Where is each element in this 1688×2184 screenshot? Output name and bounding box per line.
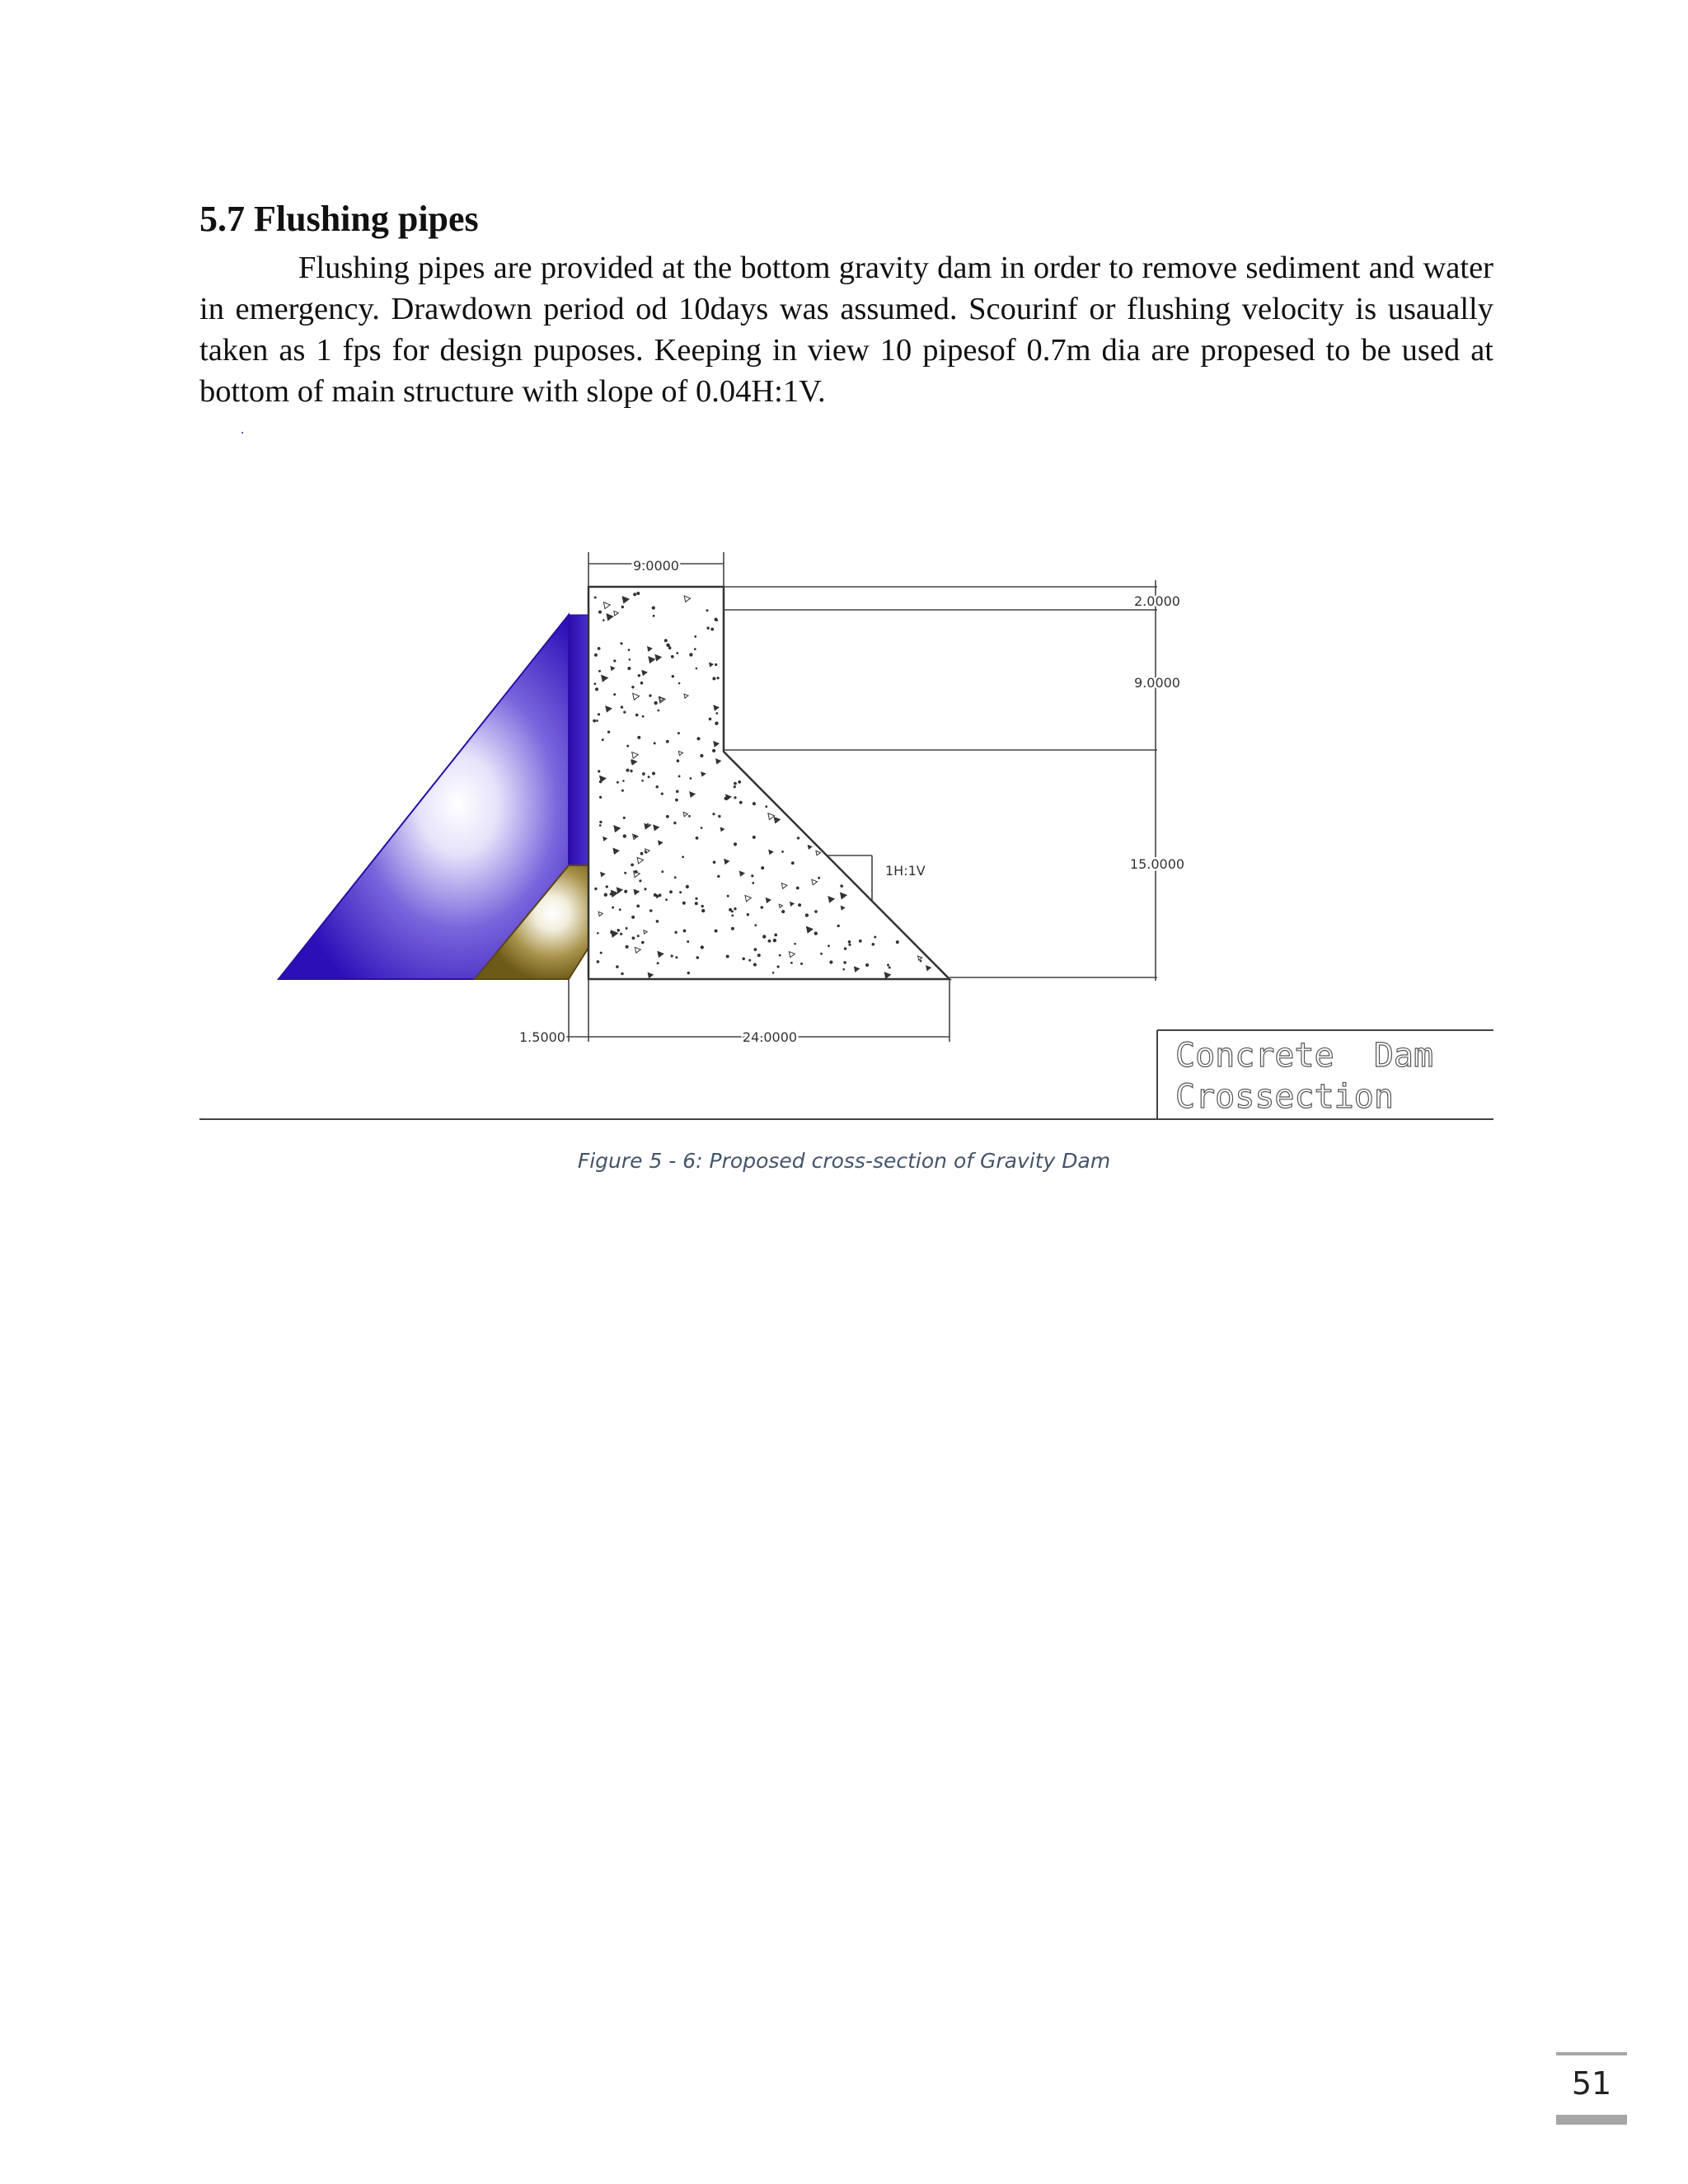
page-number-bottom-rule bbox=[1556, 2115, 1627, 2125]
aggregate-dot bbox=[841, 885, 842, 887]
aggregate-dot bbox=[634, 593, 636, 596]
aggregate-dot bbox=[627, 745, 629, 747]
aggregate-dot bbox=[731, 927, 734, 930]
aggregate-dot bbox=[632, 687, 634, 688]
slope-label: 1H:1V bbox=[885, 863, 926, 879]
aggregate-dot bbox=[866, 963, 869, 966]
aggregate-dot bbox=[625, 872, 626, 874]
aggregate-dot bbox=[594, 654, 597, 656]
aggregate-dot bbox=[715, 722, 718, 724]
aggregate-dot bbox=[920, 960, 921, 962]
aggregate-dot bbox=[654, 743, 655, 744]
aggregate-dot bbox=[888, 964, 889, 966]
aggregate-dot bbox=[701, 946, 703, 949]
aggregate-dot bbox=[715, 930, 717, 932]
aggregate-dot bbox=[621, 643, 622, 644]
aggregate-dot bbox=[671, 655, 673, 658]
aggregate-dot bbox=[796, 887, 799, 889]
aggregate-dot bbox=[597, 961, 599, 963]
aggregate-dot bbox=[600, 796, 602, 798]
aggregate-dot bbox=[626, 945, 628, 948]
aggregate-dot bbox=[844, 962, 846, 964]
aggregate-dot bbox=[598, 648, 600, 650]
aggregate-dot bbox=[694, 649, 696, 650]
reservoir-water-face bbox=[569, 615, 588, 865]
aggregate-dot bbox=[606, 886, 607, 888]
aggregate-dot bbox=[707, 627, 709, 629]
aggregate-dot bbox=[676, 799, 678, 801]
aggregate-dot bbox=[653, 772, 655, 775]
aggregate-dot bbox=[818, 877, 820, 879]
aggregate-dot bbox=[716, 713, 718, 715]
aggregate-dot bbox=[623, 817, 625, 818]
aggregate-dot bbox=[640, 682, 643, 684]
dim-upper-height-label: 9.0000 bbox=[1134, 675, 1180, 691]
aggregate-dot bbox=[717, 677, 719, 679]
aggregate-dot bbox=[726, 955, 729, 958]
aggregate-dot bbox=[734, 797, 736, 799]
aggregate-dot bbox=[631, 770, 632, 771]
aggregate-dot bbox=[713, 813, 715, 815]
aggregate-dot bbox=[695, 902, 697, 905]
aggregate-dot bbox=[678, 776, 680, 777]
aggregate-dot bbox=[621, 972, 623, 974]
aggregate-dot bbox=[676, 957, 678, 958]
aggregate-dot bbox=[598, 771, 600, 772]
aggregate-dot bbox=[795, 943, 796, 944]
aggregate-dot bbox=[632, 916, 635, 918]
page-number-box bbox=[1556, 2052, 1627, 2126]
aggregate-dot bbox=[695, 636, 696, 638]
aggregate-dot bbox=[640, 852, 643, 855]
aggregate-dot bbox=[595, 688, 598, 691]
aggregate-dot bbox=[678, 682, 680, 684]
concrete-dam-body bbox=[588, 587, 950, 979]
aggregate-dot bbox=[690, 654, 692, 656]
aggregate-dot bbox=[697, 738, 700, 740]
aggregate-dot bbox=[629, 659, 631, 661]
aggregate-dot bbox=[738, 781, 741, 784]
aggregate-dot bbox=[653, 615, 654, 616]
aggregate-dot bbox=[626, 769, 629, 771]
aggregate-dot bbox=[706, 610, 708, 612]
aggregate-dot bbox=[686, 885, 688, 888]
aggregate-dot bbox=[752, 875, 753, 877]
aggregate-dot bbox=[782, 851, 784, 853]
aggregate-dot bbox=[617, 781, 618, 783]
aggregate-dot bbox=[662, 871, 663, 873]
aggregate-dot bbox=[766, 806, 767, 808]
aggregate-dot bbox=[753, 836, 755, 838]
aggregate-dot bbox=[696, 898, 697, 899]
aggregate-dot bbox=[599, 825, 601, 827]
aggregate-dot bbox=[617, 966, 619, 968]
aggregate-dot bbox=[652, 607, 654, 609]
aggregate-dot bbox=[772, 972, 774, 974]
aggregate-dot bbox=[648, 776, 649, 778]
aggregate-dot bbox=[713, 677, 715, 680]
aggregate-dot bbox=[753, 803, 755, 805]
aggregate-dot bbox=[621, 933, 622, 935]
section-heading: 5.7 Flushing pipes bbox=[199, 199, 479, 239]
aggregate-dot bbox=[612, 907, 614, 908]
aggregate-dot bbox=[600, 821, 602, 823]
dim-top-width-label: 9.0000 bbox=[633, 558, 679, 574]
aggregate-dot bbox=[734, 782, 737, 785]
aggregate-dot bbox=[677, 790, 679, 793]
aggregate-dot bbox=[656, 786, 658, 788]
aggregate-dot bbox=[628, 649, 630, 651]
aggregate-dot bbox=[625, 890, 627, 893]
aggregate-dot bbox=[797, 837, 799, 839]
aggregate-dot bbox=[678, 733, 679, 734]
aggregate-dot bbox=[701, 827, 702, 829]
aggregate-dot bbox=[713, 861, 715, 864]
dim-lower-height-label: 15.0000 bbox=[1129, 856, 1185, 872]
aggregate-dot bbox=[761, 907, 763, 909]
aggregate-dot bbox=[674, 877, 676, 879]
aggregate-dot bbox=[623, 780, 625, 782]
aggregate-dot bbox=[621, 706, 622, 708]
aggregate-dot bbox=[640, 880, 641, 882]
aggregate-dot bbox=[643, 773, 645, 776]
aggregate-dot bbox=[677, 760, 679, 762]
aggregate-dot bbox=[815, 911, 818, 913]
aggregate-dot bbox=[666, 899, 668, 901]
dim-freeboard-label: 2.0000 bbox=[1134, 593, 1180, 609]
aggregate-dot bbox=[889, 967, 890, 968]
aggregate-dot bbox=[718, 875, 720, 877]
aggregate-dot bbox=[668, 644, 670, 647]
aggregate-dot bbox=[621, 606, 623, 607]
aggregate-dot bbox=[696, 837, 698, 840]
page-number-top-rule bbox=[1556, 2052, 1627, 2055]
aggregate-dot bbox=[753, 963, 756, 966]
aggregate-dot bbox=[598, 933, 599, 935]
body-paragraph: Flushing pipes are provided at the bottom gravity dam in order to remove sediment and water in emergency. Drawdown period od 10days was assumed. Scourinf or flushing velocity is usaually taken as 1 fps for design puposes. Keeping in view 10 pipesof 0.7m dia are propesed to be used at bottom of main structure with slope of 0.04H:1V. bbox=[199, 251, 1493, 409]
aggregate-dot bbox=[602, 739, 603, 741]
aggregate-dot bbox=[642, 780, 644, 781]
aggregate-dot bbox=[715, 663, 717, 665]
aggregate-dot bbox=[762, 867, 764, 869]
aggregate-dot bbox=[654, 701, 657, 704]
aggregate-dot bbox=[753, 883, 754, 884]
aggregate-dot bbox=[713, 749, 715, 752]
aggregate-dot bbox=[729, 908, 732, 911]
aggregate-dot bbox=[664, 640, 667, 642]
aggregate-dot bbox=[614, 660, 616, 662]
aggregate-dot bbox=[844, 948, 846, 949]
aggregate-dot bbox=[598, 714, 599, 715]
aggregate-dot bbox=[775, 934, 777, 936]
aggregate-dot bbox=[687, 972, 689, 973]
aggregate-dot bbox=[593, 719, 596, 722]
aggregate-dot bbox=[709, 718, 711, 720]
aggregate-dot bbox=[637, 905, 640, 907]
aggregate-dot bbox=[843, 968, 845, 970]
aggregate-dot bbox=[779, 954, 781, 956]
aggregate-dot bbox=[696, 957, 699, 959]
aggregate-dot bbox=[657, 963, 659, 964]
aggregate-dot bbox=[649, 910, 652, 912]
aggregate-dot bbox=[805, 914, 808, 916]
aggregate-dot bbox=[749, 959, 751, 961]
aggregate-dot bbox=[671, 955, 673, 957]
aggregate-dot bbox=[642, 715, 644, 717]
aggregate-dot bbox=[656, 921, 659, 923]
aggregate-dot bbox=[670, 891, 673, 893]
aggregate-dot bbox=[734, 843, 736, 846]
aggregate-dot bbox=[719, 815, 720, 817]
aggregate-dot bbox=[689, 815, 691, 817]
aggregate-dot bbox=[716, 620, 718, 621]
aggregate-dot bbox=[621, 790, 623, 791]
aggregate-dot bbox=[666, 740, 668, 743]
aggregate-dot bbox=[791, 862, 794, 865]
aggregate-dot bbox=[638, 736, 640, 738]
aggregate-dot bbox=[757, 954, 760, 957]
aggregate-dot bbox=[754, 949, 757, 951]
aggregate-dot bbox=[645, 888, 646, 890]
aggregate-dot bbox=[837, 925, 839, 926]
aggregate-dot bbox=[763, 935, 766, 938]
dim-heel-offset-label: 1.5000 bbox=[519, 1029, 565, 1045]
aggregate-dot bbox=[597, 720, 598, 722]
page-number: 51 bbox=[1571, 2065, 1612, 2102]
aggregate-dot bbox=[600, 952, 602, 954]
aggregate-dot bbox=[624, 711, 626, 713]
aggregate-dot bbox=[690, 778, 692, 780]
aggregate-dot bbox=[782, 911, 785, 913]
aggregate-dot bbox=[661, 793, 663, 794]
aggregate-dot bbox=[668, 647, 671, 649]
aggregate-dot bbox=[821, 953, 823, 954]
aggregate-dot bbox=[768, 940, 771, 942]
aggregate-dot bbox=[619, 909, 621, 911]
aggregate-dot bbox=[874, 936, 876, 938]
aggregate-dot bbox=[642, 941, 645, 944]
aggregate-dot bbox=[696, 668, 697, 669]
aggregate-dot bbox=[801, 963, 803, 964]
aggregate-dot bbox=[849, 944, 851, 945]
aggregate-dot bbox=[604, 893, 607, 896]
aggregate-dot bbox=[799, 904, 801, 907]
aggregate-dot bbox=[731, 911, 733, 912]
aggregate-dot bbox=[727, 895, 729, 897]
aggregate-dot bbox=[830, 961, 832, 963]
title-block-line1: Concrete Dam bbox=[1175, 1037, 1434, 1075]
aggregate-dot bbox=[732, 915, 734, 916]
dim-base-width-label: 24.0000 bbox=[742, 1029, 798, 1045]
figure-caption: Figure 5 - 6: Proposed cross-section of Gravity Dam bbox=[577, 1149, 1111, 1173]
aggregate-dot bbox=[594, 683, 596, 685]
aggregate-dot bbox=[755, 925, 757, 926]
aggregate-dot bbox=[872, 944, 874, 946]
aggregate-dot bbox=[739, 801, 742, 804]
aggregate-dot bbox=[734, 786, 735, 788]
aggregate-dot bbox=[828, 945, 830, 947]
aggregate-dot bbox=[637, 935, 639, 937]
title-block-line2: Crossection bbox=[1175, 1078, 1394, 1116]
aggregate-dot bbox=[595, 888, 597, 889]
aggregate-dot bbox=[814, 932, 817, 935]
aggregate-dot bbox=[594, 597, 596, 598]
aggregate-dot bbox=[711, 628, 714, 630]
aggregate-dot bbox=[682, 902, 685, 904]
aggregate-dot bbox=[859, 940, 861, 942]
aggregate-dot bbox=[599, 611, 602, 613]
aggregate-dot bbox=[701, 754, 703, 757]
aggregate-dot bbox=[672, 676, 673, 677]
aggregate-dot bbox=[701, 905, 703, 907]
aggregate-dot bbox=[677, 653, 678, 654]
aggregate-dot bbox=[791, 962, 793, 963]
aggregate-dot bbox=[680, 892, 682, 893]
aggregate-dot bbox=[635, 714, 638, 716]
aggregate-dot bbox=[848, 941, 851, 944]
aggregate-dot bbox=[734, 908, 736, 910]
aggregate-dot bbox=[896, 941, 898, 944]
aggregate-dot bbox=[683, 930, 686, 932]
aggregate-dot bbox=[628, 668, 631, 670]
aggregate-dot bbox=[702, 909, 705, 912]
aggregate-dot bbox=[617, 930, 620, 932]
aggregate-dot bbox=[674, 822, 676, 823]
aggregate-dot bbox=[687, 941, 689, 943]
aggregate-dot bbox=[599, 670, 601, 672]
aggregate-dot bbox=[649, 695, 651, 696]
aggregate-dot bbox=[658, 710, 659, 711]
aggregate-dot bbox=[632, 937, 635, 940]
aggregate-dot bbox=[631, 864, 634, 866]
aggregate-dot bbox=[637, 593, 640, 595]
aggregate-dot bbox=[614, 694, 616, 696]
aggregate-dot bbox=[667, 815, 669, 818]
aggregate-dot bbox=[623, 835, 626, 837]
aggregate-dot bbox=[607, 731, 609, 733]
aggregate-dot bbox=[626, 927, 627, 929]
aggregate-dot bbox=[743, 958, 745, 960]
aggregate-dot bbox=[747, 914, 748, 916]
aggregate-dot bbox=[638, 675, 640, 677]
aggregate-dot bbox=[675, 931, 677, 933]
aggregate-dot bbox=[603, 620, 605, 621]
aggregate-dot bbox=[682, 856, 684, 858]
aggregate-dot bbox=[773, 939, 776, 941]
aggregate-dot bbox=[777, 966, 779, 968]
